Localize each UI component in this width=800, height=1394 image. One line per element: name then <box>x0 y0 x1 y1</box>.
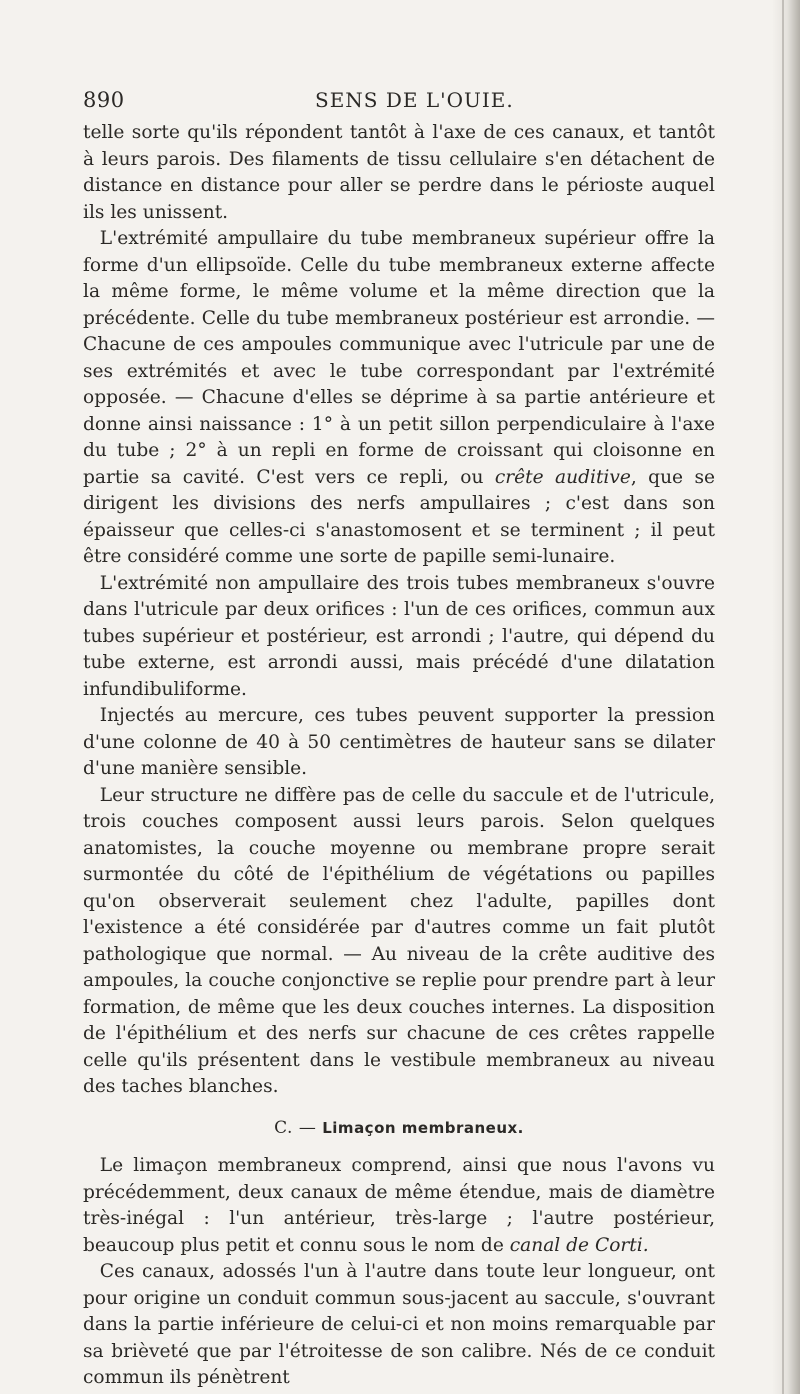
term-crete-auditive: crête auditive <box>494 466 631 488</box>
paragraph-3 <box>83 571 715 704</box>
page-edge-line <box>782 0 784 1394</box>
term-canal-de-corti: canal de Corti. <box>509 1234 649 1256</box>
page-header <box>83 88 713 118</box>
page-number: 890 <box>83 88 125 112</box>
paragraph-7-text: Ces canaux, adossés l'un à l'autre dans toute leur longueur, ont pour origine un conduit commun sous-jacent au saccule, s'ouvrant dans la partie inférieure de celui-ci et non moins remarquable par sa brièveté que par l'étroitesse de son calibre. Nés de ce conduit commun ils pénètrent <box>83 1261 715 1388</box>
paragraph-4 <box>83 703 715 783</box>
body-text <box>83 120 715 1392</box>
section-title: Limaçon membraneux. <box>322 1118 524 1137</box>
paragraph-2 <box>83 226 715 571</box>
paragraph-5-text: Leur structure ne diffère pas de celle du saccule et de l'utricule, trois couches composent aussi leurs parois. Selon quelques anatomistes, la couche moyenne ou membrane propre serait surmontée du côté de l'épithélium de végétations ou papilles qu'on observerait seulement chez l'adulte, papilles dont l'existence a été considérée par d'autres comme un fait plutôt pathologique que normal. — Au niveau de la crête auditive des ampoules, la couche conjonctive se replie pour prendre part à leur formation, de même que les deux couches internes. La disposition de l'épithélium et des nerfs sur chacune de ces crêtes rappelle celle qu'ils présentent dans le vestibule membraneux au niveau des taches blanches. <box>83 784 715 1097</box>
paragraph-2-end: , que se dirigent les divisions des nerfs ampullaires ; c'est dans son épaisseur que celles-ci s'anastomosent et se terminent ; il peut être considéré comme une sorte de papille semi-lunaire. <box>83 466 715 567</box>
paragraph-3-text: L'extrémité non ampullaire des trois tubes membraneux s'ouvre dans l'utricule par deux orifices : l'un de ces orifices, commun aux tubes supérieur et postérieur, est arrondi ; l'autre, qui dépend du tube externe, est arrondi aussi, mais précédé d'une dilatation infundibuliforme. <box>83 572 715 700</box>
paragraph-7 <box>83 1259 715 1392</box>
running-title: SENS DE L'OUIE. <box>315 88 514 112</box>
section-heading <box>83 1115 715 1142</box>
paragraph-1-text: telle sorte qu'ils répondent tantôt à l'axe de ces canaux, et tantôt à leurs parois. Des filaments de tissu cellulaire s'en détachent de distance en distance pour aller se perdre dans le périoste auquel ils les unissent. <box>83 122 715 223</box>
paragraph-1 <box>83 120 715 226</box>
section-letter: C. — <box>274 1117 317 1138</box>
paragraph-6-text: Le limaçon membraneux comprend, ainsi que nous l'avons vu précédemment, deux canaux de même étendue, mais de diamètre très-inégal : l'un antérieur, très-large ; l'autre postérieur, beaucoup plus petit et connu sous le nom de <box>83 1155 715 1256</box>
paragraph-5 <box>83 783 715 1101</box>
paragraph-4-text: Injectés au mercure, ces tubes peuvent supporter la pression d'une colonne de 40 à 50 centimètres de hauteur sans se dilater d'une manière sensible. <box>83 705 715 779</box>
paragraph-2-text: L'extrémité ampullaire du tube membraneux supérieur offre la forme d'un ellipsoïde. Celle du tube membraneux externe affecte la même forme, le même volume et la même direction que la précédente. Celle du tube membraneux postérieur est arrondie. — Chacune de ces ampoules communique avec l'utricule par une de ses extrémités et avec le tube correspondant par l'extrémité opposée. — Chacune d'elles se déprime à sa partie antérieure et donne ainsi naissance : 1° à un petit sillon perpendiculaire à l'axe du tube ; 2° à un repli en forme de croissant qui cloisonne en partie sa cavité. C'est vers ce repli, ou <box>83 228 715 488</box>
page-edge-shadow <box>772 0 800 1394</box>
paragraph-6 <box>83 1153 715 1259</box>
